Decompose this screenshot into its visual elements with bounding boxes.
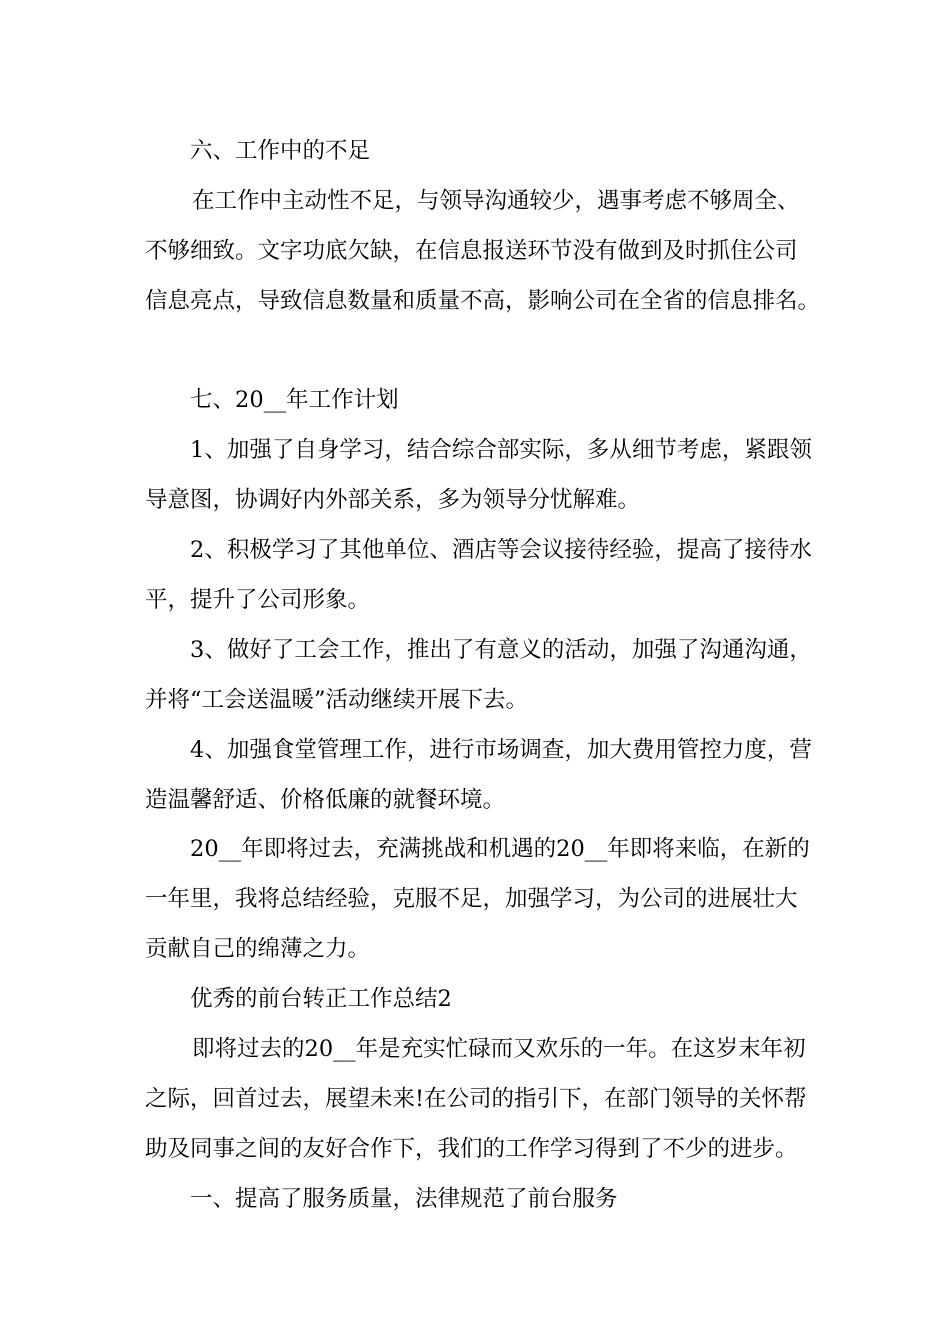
paragraph-line: 助及同事之间的友好合作下，我们的工作学习得到了不少的进步。 <box>145 1136 798 1162</box>
section-heading-shortcomings: 六、工作中的不足 <box>190 138 371 164</box>
section-heading-work-plan: 七、20__年工作计划 <box>190 387 399 413</box>
paragraph-line: 之际，回首过去，展望未来!在公司的指引下，在部门领导的关怀帮 <box>145 1086 807 1112</box>
paragraph-line: 在工作中主动性不足，与领导沟通较少，遇事考虑不够周全、 <box>192 188 800 214</box>
list-item-line: 造温馨舒适、价格低廉的就餐环境。 <box>145 787 506 813</box>
list-item-line: 导意图，协调好内外部关系，多为领导分忧解难。 <box>145 487 641 513</box>
list-item-line: 并将“工会送温暖”活动继续开展下去。 <box>145 687 529 713</box>
paragraph-line: 信息亮点，导致信息数量和质量不高，影响公司在全省的信息排名。 <box>145 288 821 314</box>
list-item-line: 3、做好了工会工作，推出了有意义的活动，加强了沟通沟通， <box>190 637 812 663</box>
paragraph-line: 一年里，我将总结经验，克服不足，加强学习，为公司的进展壮大 <box>145 886 798 912</box>
paragraph-line: 即将过去的20__年是充实忙碌而又欢乐的一年。在这岁末年初 <box>192 1036 806 1062</box>
paragraph-line: 20__年即将过去，充满挑战和机遇的20__年即将来临，在新的 <box>190 836 810 862</box>
list-item-line: 2、积极学习了其他单位、酒店等会议接待经验，提高了接待水 <box>190 537 812 563</box>
list-item-line: 1、加强了自身学习，结合综合部实际，多从细节考虑，紧跟领 <box>190 437 812 463</box>
paragraph-line: 不够细致。文字功底欠缺，在信息报送环节没有做到及时抓住公司 <box>145 238 798 264</box>
paragraph-line: 贡献自己的绵薄之力。 <box>145 936 371 962</box>
list-item-line: 平，提升了公司形象。 <box>145 587 371 613</box>
document-title-2: 优秀的前台转正工作总结2 <box>190 986 452 1012</box>
list-item-line: 4、加强食堂管理工作，进行市场调查，加大费用管控力度，营 <box>190 737 812 763</box>
section-heading-service-quality: 一、提高了服务质量，法律规范了前台服务 <box>190 1186 618 1212</box>
